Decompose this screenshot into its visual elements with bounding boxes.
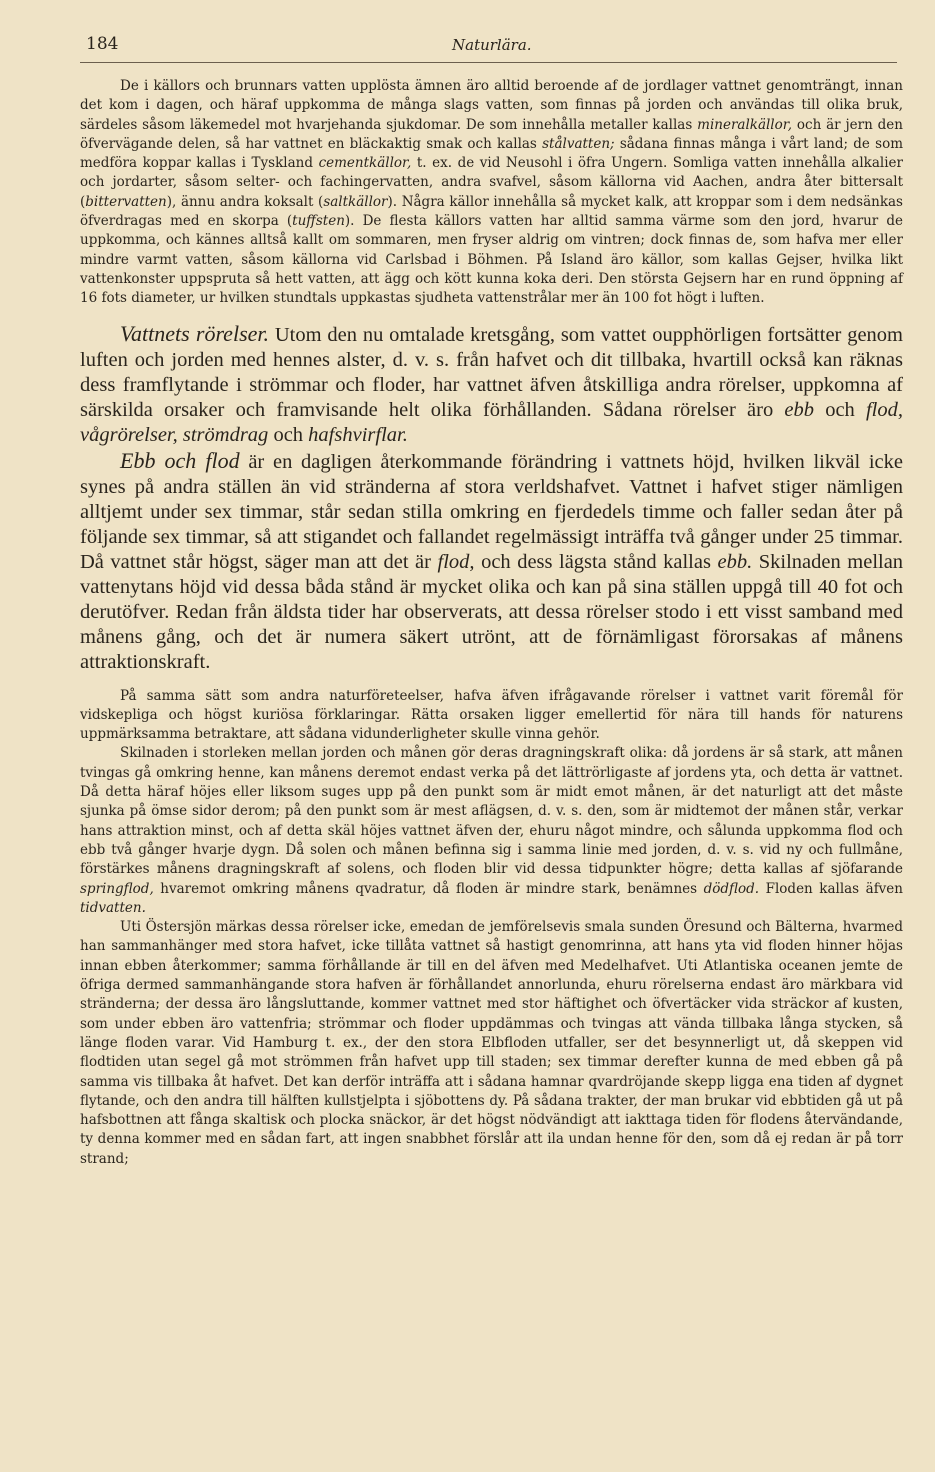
text-run: Skilnaden i storleken mellan jorden och månen gör deras dragningskraft olika: då jordens är så stark, att månen tvingas gå omkring henne, kan månens deremot endast verka på det lättrörligaste af jordens yta, och detta är vattnet. Då detta häraf höjes eller liksom suges upp på den punkt som är midt emot månen, är det naturligt att det måste sjunka på ömse sidor derom; på den punkt som är mest aflägsen, d. v. s. den, som är midtemot der månen står, verkar hans attraktion minst, och af detta skäl höjes vattnet äfven der, ehuru något mindre, och sålunda uppkomma flod och ebb två gånger hvarje dygn. Då solen och månen befinna sig i samma linie med jorden, d. v. s. vid ny och fullmåne, förstärkes månens dragningskraft af solens, och floden blir vid dessa tidpunkter högre; detta kallas af sjöfarande [80,745,903,878]
term-bittervatten: bittervatten [85,193,167,210]
text-run: och [825,398,855,421]
page-body [80,77,903,1169]
text-run: och dess lägsta stånd kallas [481,550,711,573]
text-run: De i källors och brunnars vatten upplösta ämnen äro alltid beroende af de jordlager vattnet genomträngt, innan det kom i dagen, och häraf uppkomma de många slags vatten, som finnas på jorden och användas till olika bruk, särdeles såsom läkemedel mot hvarjehanda sjukdomar. De som innehålla metaller kallas [80,78,903,133]
section-heading-ebb-och-flod: Ebb och flod [120,447,240,473]
term-hafshvirflar: hafshvirflar. [308,423,408,446]
paragraph-baltic-atlantic [80,918,903,1169]
paragraph-water-movements [80,321,903,448]
paragraph-attraction [80,744,903,918]
term-flod: flod, [437,550,475,573]
running-title: Naturlära. [452,36,532,54]
paragraph-mineral-springs [80,77,903,309]
term-saltkallor: saltkällor [323,193,388,210]
page-number: 184 [86,34,119,54]
term-tuffsten: tuffsten [292,213,345,230]
section-heading-vattnets-rorelser: Vattnets rörelser. [120,320,270,346]
text-run: sådana finnas många i vårt land; de som medföra koppar kallas i Tyskland [80,135,904,172]
term-cementkallor: cementkällor, [318,155,412,172]
term-tidvatten: tidvatten. [80,899,146,916]
text-run: hvaremot omkring månens qvadratur, då floden är mindre stark, benämnes [160,880,698,897]
text-run: På samma sätt som andra naturföreteelser, hafva äfven ifrågavande rörelser i vattnet varit föremål för vidskepliga och högst kuriösa förklaringar. Rätta orsaken ligger emellertid för nära till hands för naturens uppmärksamma betraktare, att sådana vidunderligheter skulle vinna gehör. [80,687,903,743]
text-run: Uti Östersjön märkas dessa rörelser icke, emedan de jemförelsevis smala sunden Öresund och Bälterna, hvarmed han sammanhänger med stora hafvet, icke tillåta vattnet så hastigt genomrinna, att hans yta vid floden hinner höjas innan ebben återkommer; samma förhållande är till en del äfven med Medelhafvet. Uti Atlantiska oceanen jemte de öfriga dermed sammanhängande stora hafven är förhållandet annorlunda, ehuru rörelserna endast äro märkbara vid stränderna; der dessa äro långsluttande, kommer vattnet med stor häftighet och öfvertäcker vida sträckor af kusten, som under ebben äro vattenfria; strömmar och floder uppdämmas och tvingas att vända tillbaka långa stycken, så länge floden varar. Vid Hamburg t. ex., der den stora Elbfloden utfaller, ser det besynnerligt ut, då skeppen vid flodtiden utan segel gå mot strömmen från hafvet upp till staden; sex timmar derefter kunna de med ebben gå på samma vis tillbaka åt hafvet. Det kan derför inträffa att i sådana hamnar qvardröjande skepp ligga ena tiden af dygnet flytande, och den andra till hälften kullstjelpta i sjöbottens dy. På sådana trakter, der man brukar vid ebbtiden gå ut på hafsbottnen att fånga skaltisk och plocka snäckor, är det högst nödvändigt att iakttaga tiden för flodens återvändande, ty denna kommer med en sådan fart, att ingen snabbhet förslår att ila undan henne för den, som då ej redan är på torr strand; [80,919,903,1167]
text-run: och [273,423,304,446]
text-run: och är jern den öfvervägande delen, så har vattnet en bläckaktig smak och kallas [80,116,903,152]
text-run: Skilnaden mellan vattenytans höjd vid dessa båda stånd är mycket olika och kan på sina ställen uppgå till 40 fot och derutöfver. Redan från äldsta tider har observerats, att dessa rörelser stodo i ett visst samband med månens gång, och det är numera säkert utrönt, att de förnämligast förorsakas af månens attraktionskraft. [80,550,904,673]
text-run: är en dagligen återkommande förändring i vattnets höjd, hvilken likväl icke synes på andra ställen än vid stränderna af stora verldshafvet. Vattnet i hafvet stiger nämligen alltjemt under sex timmar, står sedan stilla omkring en fjerdedels timme och faller sedan åter på följande sex timmar, så att stigandet och fallandet regelmässigt inträffa två gånger under 25 timmar. Då vattnet står högst, säger man att det är [80,450,903,573]
text-run: ). Några källor innehålla så mycket kalk, att kroppar som i dem nedsänkas öfverdragas med en skorpa ( [80,193,903,230]
term-stalvatten: stålvatten; [542,135,615,152]
text-run: t. ex. de vid Neusohl i öfra Ungern. Somliga vatten innehålla alkalier och jordarter, såsom selter- och fachingervatten, andra svafvel, såsom källorna vid Aachen, andra åter bittersalt ( [80,155,903,210]
term-mineralkallor: mineralkällor, [697,116,793,133]
text-run: ). De flesta källors vatten har alltid samma värme som den jord, hvarur de uppkomma, och kännes alltså kallt om sommaren, men fryser aldrig om vintren; dock finnas de, som hafva mer eller mindre varmt vatten, såsom källorna vid Carlsbad i Böhmen. På Island äro källor, som kallas Gejser, hvilka likt vattenkonster uppspruta så hett vatten, att ägg och kött kunna koka deri. Den största Gejsern har en rund öppning af 16 fots diameter, ur hvilken stundtals uppkastas sjudheta vattenstrålar mer än 100 fot högt i luften. [80,213,903,307]
paragraph-ebb-and-flood [80,448,903,675]
paragraph-superstitions [80,687,903,745]
term-dodflod: dödflod. [703,880,760,897]
term-ebb: ebb. [717,550,753,573]
text-run: ), ännu andra koksalt ( [166,193,324,210]
page-header [80,28,897,63]
term-springflod: springflod, [80,880,154,897]
term-flod: flod, vågrörelser, strömdrag [80,398,904,446]
text-run: Utom den nu omtalade kretsgång, som vattet oupphörligen fortsätter genom luften och jorden med hennes alster, d. v. s. från hafvet och dit tillbaka, hvartill också kan räknas dess framflytande i strömmar och floder, har vattnet äfven åtskilliga andra rörelser, uppkomna af särskilda orsaker och framvisande helt olika förhållanden. Sådana rörelser äro [80,323,904,421]
term-ebb: ebb [784,398,814,421]
text-run: Floden kallas äfven [765,880,903,897]
